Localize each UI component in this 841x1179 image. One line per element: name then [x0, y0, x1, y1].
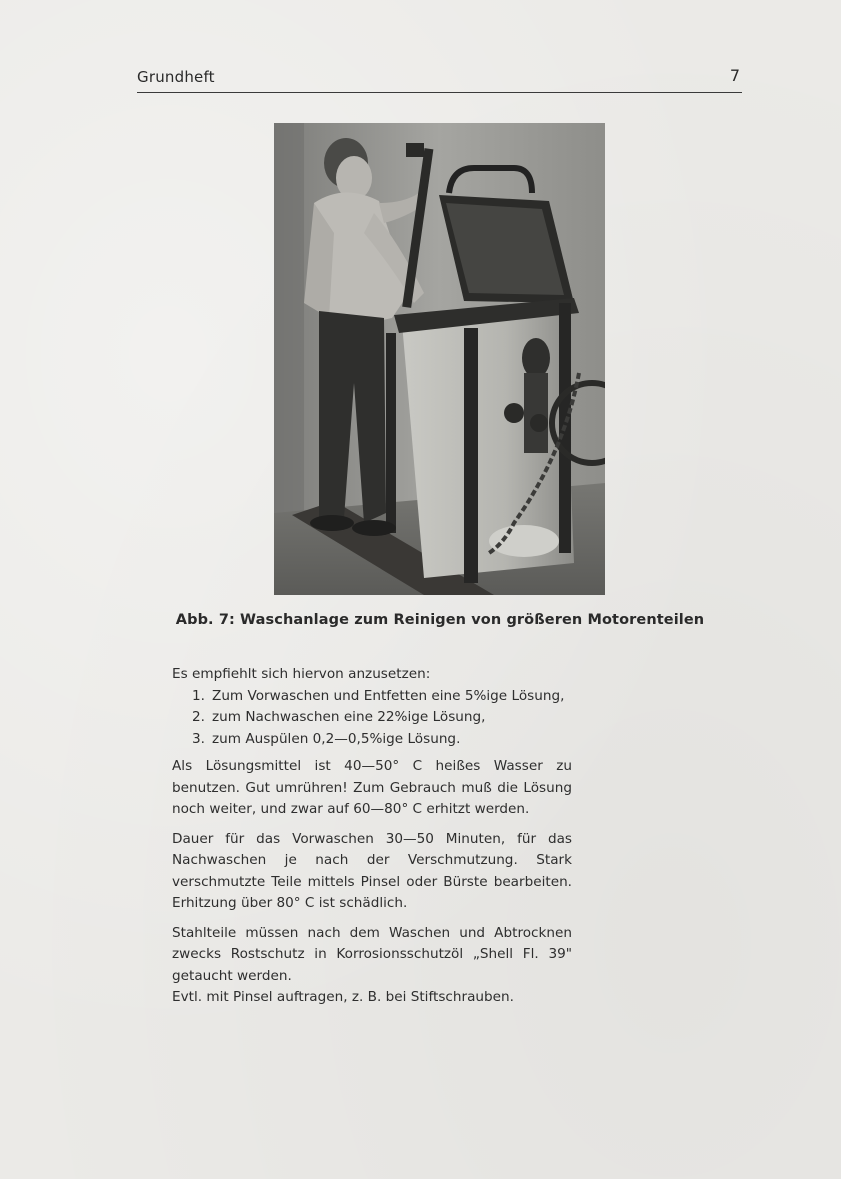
- duration-paragraph: Dauer für das Vorwaschen 30—50 Minuten, für das Nachwaschen je nach der Verschmutzung. Stark verschmutzte Teile mittels Pinsel oder Bürste bearbeiten. Erhitzung über 80° C ist schädlich.: [172, 830, 572, 911]
- list-item: [192, 729, 572, 751]
- list-item: [192, 707, 572, 729]
- list-item-text: Zum Vorwaschen und Entfetten eine 5%ige Lösung,: [212, 687, 565, 704]
- list-item: [192, 686, 572, 708]
- header-title: Grundheft: [137, 68, 215, 86]
- solvent-paragraph: Als Lösungsmittel ist 40—50° C heißes Wasser zu benutzen. Gut umrühren! Zum Gebrauch muß die Lösung noch weiter, und zwar auf 60—80° C erhitzt werden.: [172, 758, 572, 817]
- running-header: [137, 66, 742, 93]
- washing-plant-photo: [274, 123, 605, 595]
- page-number: 7: [729, 66, 740, 85]
- list-item-number: 3.: [192, 730, 205, 747]
- list-item-number: 1.: [192, 687, 205, 704]
- intro-paragraph: Es empfiehlt sich hiervon anzusetzen:: [172, 666, 431, 682]
- list-item-text: zum Nachwaschen eine 22%ige Lösung,: [212, 709, 486, 725]
- list-item-text: zum Auspülen 0,2—0,5%ige Lösung.: [212, 730, 461, 747]
- list-item-number: 2.: [192, 709, 205, 725]
- concentration-list: [172, 686, 572, 751]
- figure-caption: Abb. 7: Waschanlage zum Reinigen von größeren Motorenteilen: [175, 612, 705, 628]
- brush-note-paragraph: Evtl. mit Pinsel auftragen, z. B. bei Stiftschrauben.: [172, 989, 514, 1005]
- rust-protection-paragraph: Stahlteile müssen nach dem Waschen und Abtrocknen zwecks Rostschutz in Korrosionsschutzöl „Shell Fl. 39" getaucht werden.: [172, 924, 572, 984]
- body-text: [172, 664, 572, 1009]
